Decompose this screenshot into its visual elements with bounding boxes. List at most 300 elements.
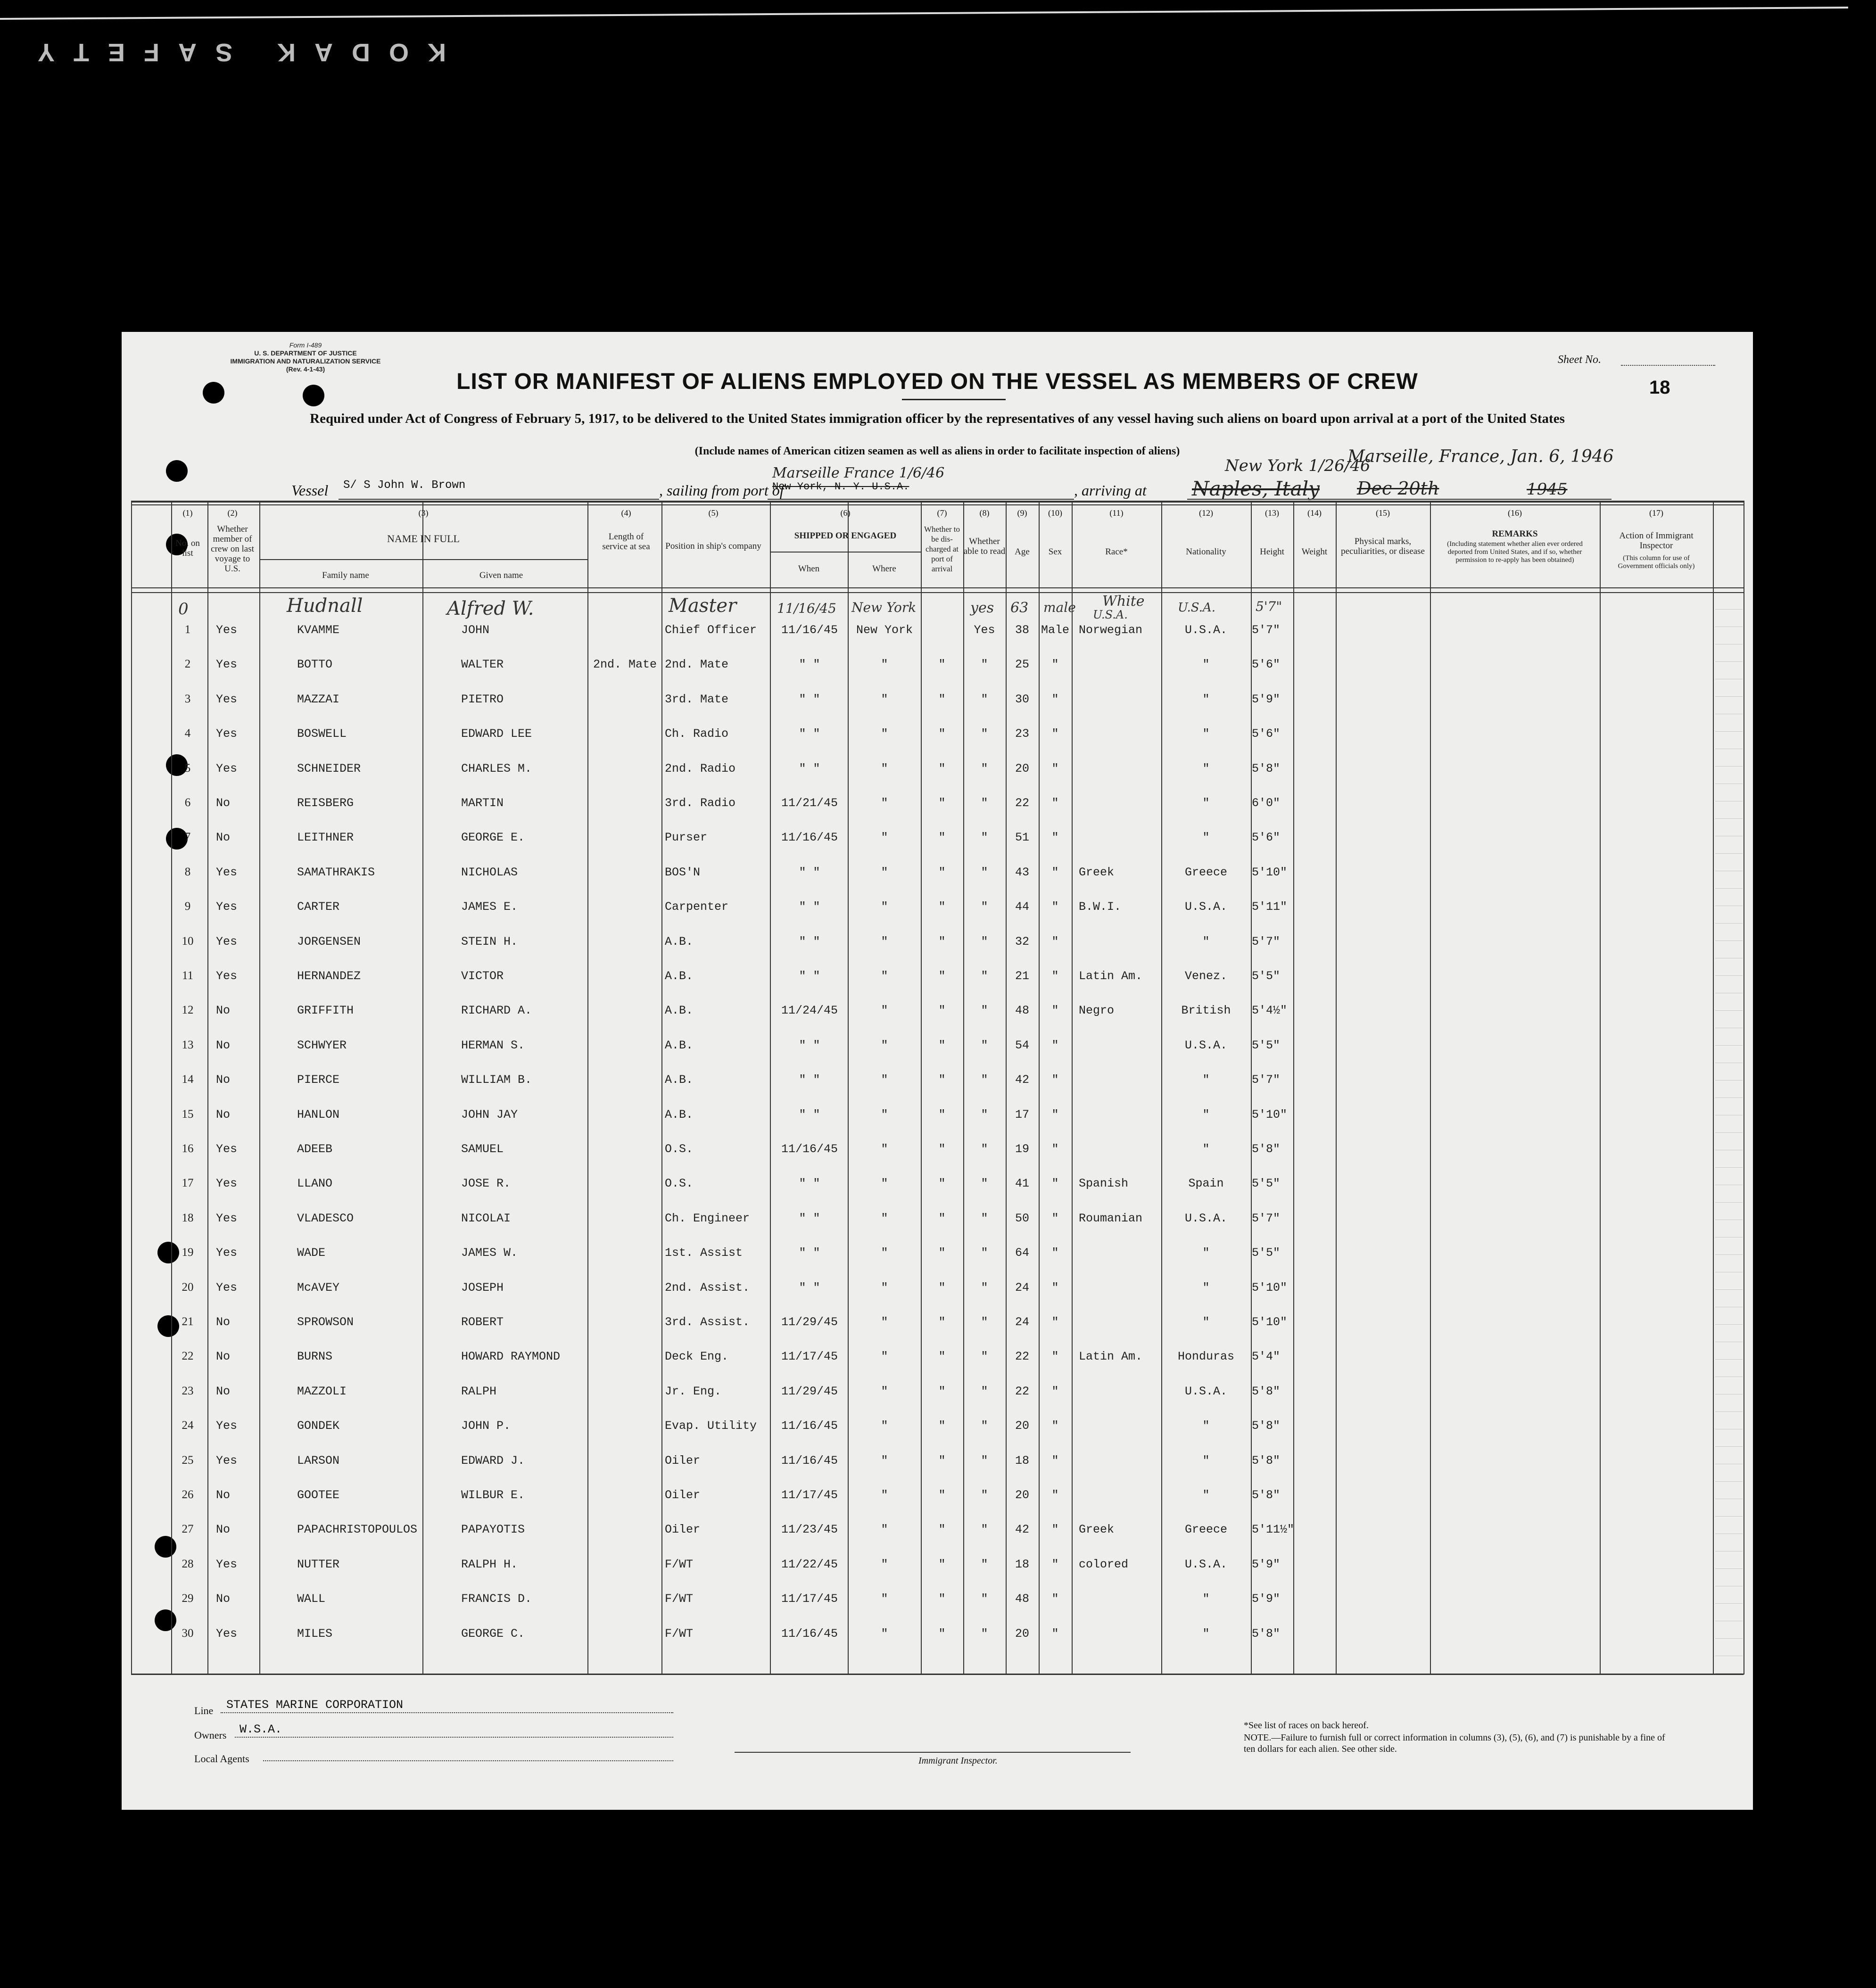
cell-disch: " xyxy=(938,969,946,983)
arriving-date: Dec 20th xyxy=(1357,478,1439,499)
cell-sex: " xyxy=(1051,1211,1059,1225)
cell-read: " xyxy=(981,1488,988,1502)
cell-sex: " xyxy=(1051,1384,1059,1398)
cell-crew: Yes xyxy=(216,761,238,775)
row0-position: Master xyxy=(669,595,737,617)
cell-no: 18 xyxy=(182,1211,194,1224)
cell-family: MILES xyxy=(297,1626,333,1641)
owners-label: Owners xyxy=(194,1729,227,1741)
cell-crew: No xyxy=(216,1038,231,1052)
col-num: (5) xyxy=(708,508,719,518)
cell-height: 5'8" xyxy=(1252,1419,1281,1433)
header-action-detail: (This column for use of Government officials only) xyxy=(1618,554,1695,570)
cell-position: F/WT xyxy=(665,1592,694,1606)
cell-sex: " xyxy=(1051,1350,1059,1364)
cell-crew: Yes xyxy=(216,900,238,914)
cell-family: REISBERG xyxy=(297,796,354,810)
cell-where: " xyxy=(881,934,888,949)
margin-rule xyxy=(1715,1638,1743,1639)
cell-sex: " xyxy=(1051,831,1059,845)
cell-where: " xyxy=(881,1211,888,1225)
cell-position: A.B. xyxy=(665,969,694,983)
cell-race: Negro xyxy=(1079,1004,1115,1018)
cell-where: " xyxy=(881,692,888,706)
cell-crew: Yes xyxy=(216,1211,238,1225)
cell-position: A.B. xyxy=(665,1107,694,1122)
row0-age: 63 xyxy=(1010,600,1029,616)
cell-nat: Spain xyxy=(1188,1177,1224,1191)
column-rule xyxy=(207,501,208,1675)
cell-family: LLANO xyxy=(297,1177,333,1191)
cell-height: 5'7" xyxy=(1252,934,1281,949)
cell-given: JOHN xyxy=(461,623,490,637)
column-rule xyxy=(1251,501,1252,1675)
cell-family: VLADESCO xyxy=(297,1211,354,1225)
cell-age: 20 xyxy=(1015,1488,1029,1502)
cell-when: 11/23/45 xyxy=(781,1523,838,1537)
cell-given: JAMES W. xyxy=(461,1246,518,1260)
cell-nat: " xyxy=(1202,1315,1210,1329)
col-num: (1) xyxy=(182,508,193,518)
column-rule xyxy=(1072,501,1073,1675)
arriving-port-corrected: New York 1/26/46 xyxy=(1225,456,1371,475)
row-rule xyxy=(131,1674,1744,1675)
row0-no: 0 xyxy=(178,600,189,619)
cell-sex: " xyxy=(1051,1246,1059,1260)
cell-age: 22 xyxy=(1015,1384,1029,1398)
cell-position: Carpenter xyxy=(665,900,729,914)
cell-crew: Yes xyxy=(216,1419,238,1433)
cell-age: 42 xyxy=(1015,1073,1029,1087)
cell-family: SCHNEIDER xyxy=(297,761,361,775)
cell-where: " xyxy=(881,1315,888,1329)
arriving-year: 1945 xyxy=(1527,480,1568,499)
cell-disch: " xyxy=(938,1038,946,1052)
margin-rule xyxy=(1715,1132,1743,1133)
cell-height: 5'8" xyxy=(1252,1626,1281,1641)
sailing-label: , sailing from port of xyxy=(659,482,784,499)
cell-where: " xyxy=(881,1592,888,1606)
column-rule xyxy=(1600,501,1601,1675)
cell-when: 11/16/45 xyxy=(781,1453,838,1468)
cell-given: PIETRO xyxy=(461,692,504,706)
cell-read: " xyxy=(981,1557,988,1571)
cell-sex: " xyxy=(1051,796,1059,810)
cell-disch: " xyxy=(938,1453,946,1468)
row0-where: New York xyxy=(851,600,917,615)
cell-race: Spanish xyxy=(1079,1177,1129,1191)
cell-disch: " xyxy=(938,1384,946,1398)
cell-disch: " xyxy=(938,900,946,914)
cell-when: " " xyxy=(799,761,820,775)
cell-given: STEIN H. xyxy=(461,934,518,949)
cell-crew: Yes xyxy=(216,658,238,672)
cell-crew: Yes xyxy=(216,865,238,879)
col-num: (12) xyxy=(1199,508,1213,518)
cell-family: SAMATHRAKIS xyxy=(297,865,375,879)
cell-no: 1 xyxy=(184,623,191,636)
cell-when: 11/17/45 xyxy=(781,1350,838,1364)
cell-crew: Yes xyxy=(216,1142,238,1156)
cell-no: 19 xyxy=(182,1246,194,1259)
margin-rule xyxy=(1715,1481,1743,1482)
cell-disch: " xyxy=(938,1004,946,1018)
cell-nat: British xyxy=(1181,1004,1231,1018)
cell-height: 5'10" xyxy=(1252,1280,1288,1295)
margin-rule xyxy=(1715,923,1743,924)
cell-where: " xyxy=(881,1073,888,1087)
col-num: (17) xyxy=(1649,508,1663,518)
cell-sex: " xyxy=(1051,1038,1059,1052)
vessel-name: S/ S John W. Brown xyxy=(343,479,466,492)
margin-rule xyxy=(1715,888,1743,889)
cell-height: 5'4" xyxy=(1252,1350,1281,1364)
cell-crew: No xyxy=(216,1523,231,1537)
cell-race: Greek xyxy=(1079,1523,1115,1537)
cell-position: F/WT xyxy=(665,1557,694,1571)
margin-rule xyxy=(1715,1080,1743,1081)
cell-no: 26 xyxy=(182,1488,194,1501)
cell-position: Jr. Eng. xyxy=(665,1384,722,1398)
cell-family: GONDEK xyxy=(297,1419,340,1433)
cell-family: LARSON xyxy=(297,1453,340,1468)
cell-given: RALPH xyxy=(461,1384,497,1398)
col-num: (15) xyxy=(1376,508,1390,518)
cell-sex: " xyxy=(1051,692,1059,706)
cell-crew: No xyxy=(216,831,231,845)
cell-no: 8 xyxy=(184,865,191,878)
cell-crew: Yes xyxy=(216,623,238,637)
cell-disch: " xyxy=(938,865,946,879)
cell-position: 1st. Assist xyxy=(665,1246,743,1260)
cell-race: Roumanian xyxy=(1079,1211,1143,1225)
cell-read: " xyxy=(981,1038,988,1052)
cell-sex: Male xyxy=(1041,623,1069,637)
column-rule xyxy=(1161,501,1162,1675)
header-discharged: Whether to be dis-charged at port of arrival xyxy=(924,525,960,573)
cell-given: NICOLAI xyxy=(461,1211,511,1225)
cell-when: " " xyxy=(799,1107,820,1122)
cell-height: 5'8" xyxy=(1252,1384,1281,1398)
margin-rule xyxy=(1715,1603,1743,1604)
cell-no: 9 xyxy=(184,900,191,913)
cell-where: " xyxy=(881,1350,888,1364)
cell-read: " xyxy=(981,1004,988,1018)
manifest-sheet xyxy=(122,332,1753,1810)
header-crew-last-voyage: Whether member of crew on last voyage to U.S. xyxy=(211,524,254,574)
cell-sex: " xyxy=(1051,1107,1059,1122)
cell-height: 5'8" xyxy=(1252,1453,1281,1468)
header-when: When xyxy=(798,564,820,574)
cell-sex: " xyxy=(1051,1280,1059,1295)
cell-read: " xyxy=(981,1453,988,1468)
margin-rule xyxy=(1715,1167,1743,1168)
cell-height: 5'8" xyxy=(1252,761,1281,775)
cell-disch: " xyxy=(938,1592,946,1606)
cell-age: 19 xyxy=(1015,1142,1029,1156)
cell-when: " " xyxy=(799,969,820,983)
header-height: Height xyxy=(1260,547,1284,557)
cell-nat: Greece xyxy=(1184,1523,1227,1537)
cell-no: 3 xyxy=(184,692,191,705)
inspector-label: Immigrant Inspector. xyxy=(918,1756,998,1766)
header-nationality: Nationality xyxy=(1186,547,1226,557)
cell-when: " " xyxy=(799,934,820,949)
cell-disch: " xyxy=(938,1142,946,1156)
cell-given: WILLIAM B. xyxy=(461,1073,532,1087)
cell-family: NUTTER xyxy=(297,1557,340,1571)
cell-read: " xyxy=(981,658,988,672)
cell-age: 17 xyxy=(1015,1107,1029,1122)
column-rule xyxy=(1006,501,1007,1675)
cell-sex: " xyxy=(1051,658,1059,672)
cell-where: " xyxy=(881,1246,888,1260)
cell-crew: No xyxy=(216,1004,231,1018)
cell-crew: No xyxy=(216,1488,231,1502)
column-rule xyxy=(587,501,588,1675)
form-number: Form I-489 xyxy=(289,341,322,349)
cell-age: 41 xyxy=(1015,1177,1029,1191)
cell-family: WADE xyxy=(297,1246,326,1260)
cell-sex: " xyxy=(1051,900,1059,914)
row-rule xyxy=(770,552,921,553)
header-action: Action of Immigrant Inspector xyxy=(1619,531,1694,551)
cell-where: " xyxy=(881,1557,888,1571)
cell-position: Ch. Radio xyxy=(665,727,729,741)
header-family-name: Family name xyxy=(322,570,369,580)
cell-when: 11/17/45 xyxy=(781,1592,838,1606)
cell-position: 2nd. Mate xyxy=(665,658,729,672)
cell-position: F/WT xyxy=(665,1626,694,1641)
cell-where: " xyxy=(881,1488,888,1502)
cell-disch: " xyxy=(938,692,946,706)
vessel-underline xyxy=(339,499,659,500)
cell-disch: " xyxy=(938,1419,946,1433)
cell-given: WALTER xyxy=(461,658,504,672)
cell-height: 5'9" xyxy=(1252,1592,1281,1606)
cell-age: 21 xyxy=(1015,969,1029,983)
margin-rule xyxy=(1715,1202,1743,1203)
department: U. S. DEPARTMENT OF JUSTICE xyxy=(254,349,357,357)
cell-where: " xyxy=(881,1453,888,1468)
cell-crew: No xyxy=(216,1350,231,1364)
cell-disch: " xyxy=(938,1107,946,1122)
cell-given: HOWARD RAYMOND xyxy=(461,1350,561,1364)
cell-given: JOHN JAY xyxy=(461,1107,518,1122)
cell-given: CHARLES M. xyxy=(461,761,532,775)
header-weight: Weight xyxy=(1301,547,1328,557)
cell-given: JOSE R. xyxy=(461,1177,511,1191)
cell-family: LEITHNER xyxy=(297,831,354,845)
cell-when: " " xyxy=(799,1177,820,1191)
column-rule xyxy=(963,501,964,1675)
cell-family: SPROWSON xyxy=(297,1315,354,1329)
margin-rule xyxy=(1715,1324,1743,1325)
cell-sex: " xyxy=(1051,1626,1059,1641)
margin-rule xyxy=(1715,1045,1743,1046)
cell-when: " " xyxy=(799,1073,820,1087)
cell-family: MAZZAI xyxy=(297,692,340,706)
cell-read: " xyxy=(981,761,988,775)
cell-no: 25 xyxy=(182,1453,194,1467)
arriving-underline xyxy=(1187,499,1612,500)
cell-disch: " xyxy=(938,1280,946,1295)
cell-family: HERNANDEZ xyxy=(297,969,361,983)
row0-sex: male xyxy=(1043,600,1076,615)
sailing-underline xyxy=(768,499,1074,500)
cell-race: Latin Am. xyxy=(1079,1350,1143,1364)
cell-sex: " xyxy=(1051,1073,1059,1087)
row-rule xyxy=(131,587,1744,588)
margin-rule xyxy=(1715,818,1743,819)
cell-family: SCHWYER xyxy=(297,1038,347,1052)
cell-age: 24 xyxy=(1015,1280,1029,1295)
cell-height: 5'9" xyxy=(1252,1557,1281,1571)
margin-rule xyxy=(1715,661,1743,662)
cell-family: KVAMME xyxy=(297,623,340,637)
cell-no: 7 xyxy=(184,831,191,844)
cell-height: 5'11" xyxy=(1252,900,1288,914)
cell-read: " xyxy=(981,900,988,914)
line-label: Line xyxy=(194,1705,214,1716)
header-race: Race* xyxy=(1105,547,1128,557)
cell-nat: " xyxy=(1202,727,1210,741)
cell-when: " " xyxy=(799,1038,820,1052)
margin-rule xyxy=(1715,940,1743,941)
cell-family: GRIFFITH xyxy=(297,1004,354,1018)
cell-no: 28 xyxy=(182,1557,194,1570)
line-value: STATES MARINE CORPORATION xyxy=(226,1698,404,1712)
col-num: (9) xyxy=(1017,508,1027,518)
owners-underline xyxy=(235,1737,673,1738)
col-num: (13) xyxy=(1265,508,1279,518)
cell-crew: Yes xyxy=(216,934,238,949)
cell-sex: " xyxy=(1051,1004,1059,1018)
cell-nat: " xyxy=(1202,1107,1210,1122)
cell-nat: " xyxy=(1202,1488,1210,1502)
cell-height: 5'10" xyxy=(1252,865,1288,879)
cell-height: 5'6" xyxy=(1252,831,1281,845)
header-remarks-detail: (Including statement whether alien ever ordered deported from United States, and if so, whether permission to re-apply has been obtained) xyxy=(1447,540,1583,564)
cell-age: 20 xyxy=(1015,1419,1029,1433)
margin-rule xyxy=(1715,731,1743,732)
line-underline xyxy=(221,1712,673,1713)
cell-read: " xyxy=(981,1177,988,1191)
races-note: *See list of races on back hereof. xyxy=(1244,1720,1369,1731)
cell-when: 11/22/45 xyxy=(781,1557,838,1571)
cell-read: " xyxy=(981,1142,988,1156)
cell-age: 54 xyxy=(1015,1038,1029,1052)
cell-height: 5'5" xyxy=(1252,969,1281,983)
cell-height: 5'9" xyxy=(1252,692,1281,706)
cell-age: 22 xyxy=(1015,1350,1029,1364)
cell-sex: " xyxy=(1051,1315,1059,1329)
cell-when: " " xyxy=(799,900,820,914)
cell-age: 51 xyxy=(1015,831,1029,845)
cell-position: 3rd. Assist. xyxy=(665,1315,750,1329)
margin-rule xyxy=(1715,1516,1743,1517)
cell-when: " " xyxy=(799,692,820,706)
cell-no: 4 xyxy=(184,727,191,740)
cell-position: A.B. xyxy=(665,1004,694,1018)
cell-given: WILBUR E. xyxy=(461,1488,525,1502)
inspector-line xyxy=(735,1752,1131,1753)
cell-sex: " xyxy=(1051,1419,1059,1433)
cell-sex: " xyxy=(1051,969,1059,983)
cell-disch: " xyxy=(938,1488,946,1502)
cell-where: " xyxy=(881,1142,888,1156)
header-remarks: REMARKS xyxy=(1492,529,1538,539)
cell-family: PAPACHRISTOPOULOS xyxy=(297,1523,418,1537)
cell-nat: " xyxy=(1202,658,1210,672)
cell-disch: " xyxy=(938,796,946,810)
cell-where: " xyxy=(881,761,888,775)
cell-where: " xyxy=(881,796,888,810)
cell-no: 10 xyxy=(182,934,194,948)
cell-where: " xyxy=(881,1004,888,1018)
cell-position: Chief Officer xyxy=(665,623,757,637)
cell-read: " xyxy=(981,1384,988,1398)
cell-position: O.S. xyxy=(665,1142,694,1156)
col-num: (2) xyxy=(227,508,238,518)
header-given-name: Given name xyxy=(479,570,523,580)
cell-when: 11/21/45 xyxy=(781,796,838,810)
cell-nat: " xyxy=(1202,1280,1210,1295)
cell-where: " xyxy=(881,1626,888,1641)
cell-position: Ch. Engineer xyxy=(665,1211,750,1225)
margin-rule xyxy=(1715,609,1743,610)
column-rule xyxy=(422,501,423,1675)
margin-rule xyxy=(1715,853,1743,854)
column-rule xyxy=(131,501,132,1675)
cell-sex: " xyxy=(1051,1523,1059,1537)
cell-given: MARTIN xyxy=(461,796,504,810)
cell-position: A.B. xyxy=(665,1073,694,1087)
cell-height: 5'7" xyxy=(1252,623,1281,637)
cell-given: NICHOLAS xyxy=(461,865,518,879)
cell-age: 32 xyxy=(1015,934,1029,949)
film-edge-line xyxy=(0,7,1848,20)
cell-position: 3rd. Mate xyxy=(665,692,729,706)
cell-nat: " xyxy=(1202,1453,1210,1468)
cell-nat: " xyxy=(1202,1419,1210,1433)
cell-crew: Yes xyxy=(216,1626,238,1641)
cell-height: 5'6" xyxy=(1252,658,1281,672)
cell-height: 5'8" xyxy=(1252,1488,1281,1502)
cell-where: " xyxy=(881,1419,888,1433)
cell-age: 44 xyxy=(1015,900,1029,914)
cell-disch: " xyxy=(938,761,946,775)
col-num: (8) xyxy=(979,508,990,518)
row0-race: White xyxy=(1102,593,1145,610)
cell-nat: " xyxy=(1202,934,1210,949)
col-num: (16) xyxy=(1508,508,1522,518)
cell-nat: " xyxy=(1202,1142,1210,1156)
col-num: (14) xyxy=(1307,508,1322,518)
margin-rule xyxy=(1715,766,1743,767)
cell-read: " xyxy=(981,1211,988,1225)
cell-read: " xyxy=(981,1350,988,1364)
cell-given: VICTOR xyxy=(461,969,504,983)
row0-height: 5'7" xyxy=(1256,599,1282,614)
cell-where: " xyxy=(881,1038,888,1052)
vessel-label: Vessel xyxy=(291,482,329,499)
cell-when: " " xyxy=(799,1211,820,1225)
cell-given: EDWARD LEE xyxy=(461,727,532,741)
margin-rule xyxy=(1715,1673,1743,1674)
cell-where: " xyxy=(881,727,888,741)
cell-given: JOHN P. xyxy=(461,1419,511,1433)
